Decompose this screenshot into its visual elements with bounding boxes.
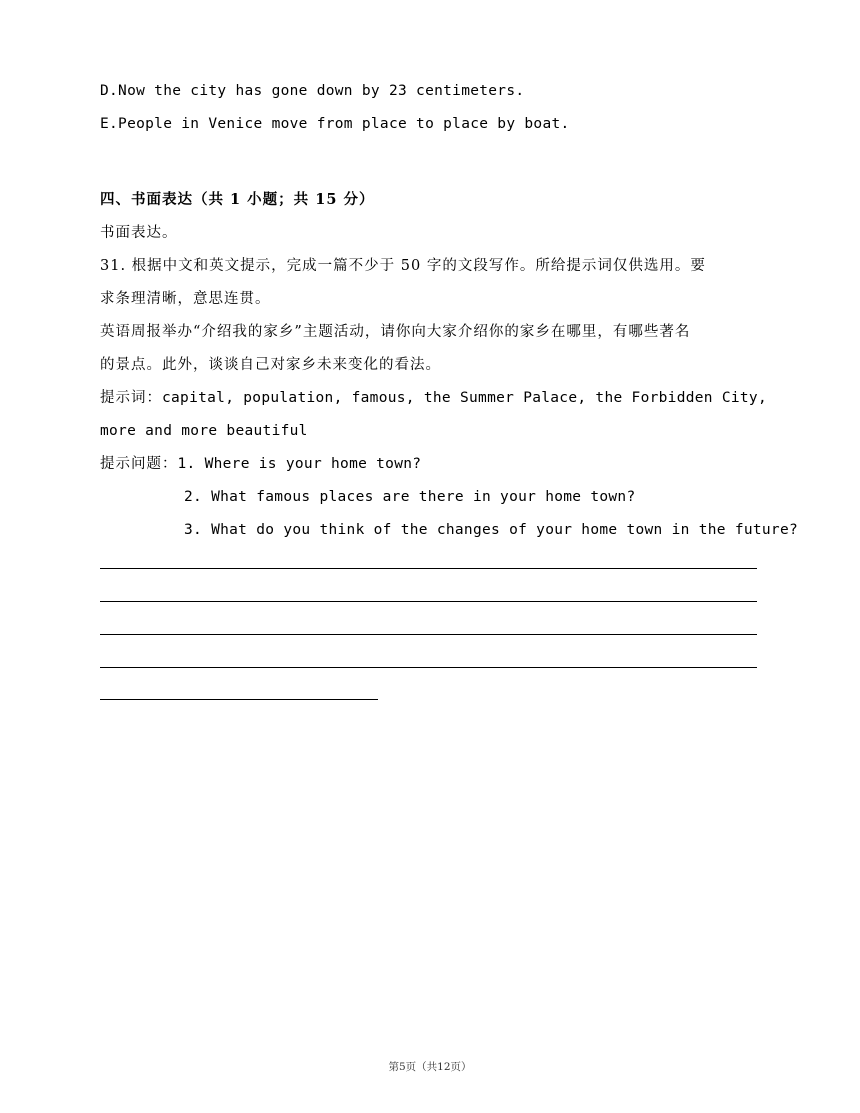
section-heading: 四、书面表达（共 1 小题；共 15 分） — [100, 191, 375, 208]
task-description-line-1: 英语周报举办“介绍我的家乡”主题活动，请你向大家介绍你的家乡在哪里，有哪些著名 — [100, 324, 691, 340]
answer-line-4[interactable] — [100, 667, 757, 668]
hint-question-3: 3. What do you think of the changes of your home town in the future? — [184, 522, 799, 538]
hint-words-prefix: 提示词： — [100, 390, 162, 406]
hint-question-2: 2. What famous places are there in your home town? — [184, 489, 636, 505]
option-d: D.Now the city has gone down by 23 centimeters. — [100, 83, 525, 99]
hint-questions-prefix: 提示问题： — [100, 456, 178, 472]
hint-question-1-line — [100, 454, 421, 474]
question-prompt-line-2: 求条理清晰，意思连贯。 — [100, 291, 271, 307]
page-number-footer: 第5页（共12页） — [388, 1061, 472, 1073]
answer-line-1[interactable] — [100, 568, 757, 569]
answer-line-2[interactable] — [100, 601, 757, 602]
hint-words-line-1 — [100, 388, 767, 408]
task-description-line-2: 的景点。此外，谈谈自己对家乡未来变化的看法。 — [100, 357, 441, 373]
answer-line-3[interactable] — [100, 634, 757, 635]
section-label: 书面表达。 — [100, 225, 178, 241]
hint-question-1: 1. Where is your home town? — [177, 456, 422, 472]
answer-line-5[interactable] — [100, 699, 378, 700]
hint-words-line-2: more and more beautiful — [100, 423, 308, 439]
hint-words-list: capital, population, famous, the Summer Palace, the Forbidden City, — [162, 390, 767, 406]
option-e: E.People in Venice move from place to place by boat. — [100, 116, 570, 132]
question-prompt-line-1: 31. 根据中文和英文提示，完成一篇不少于 50 字的文段写作。所给提示词仅供选用。要 — [100, 258, 706, 274]
